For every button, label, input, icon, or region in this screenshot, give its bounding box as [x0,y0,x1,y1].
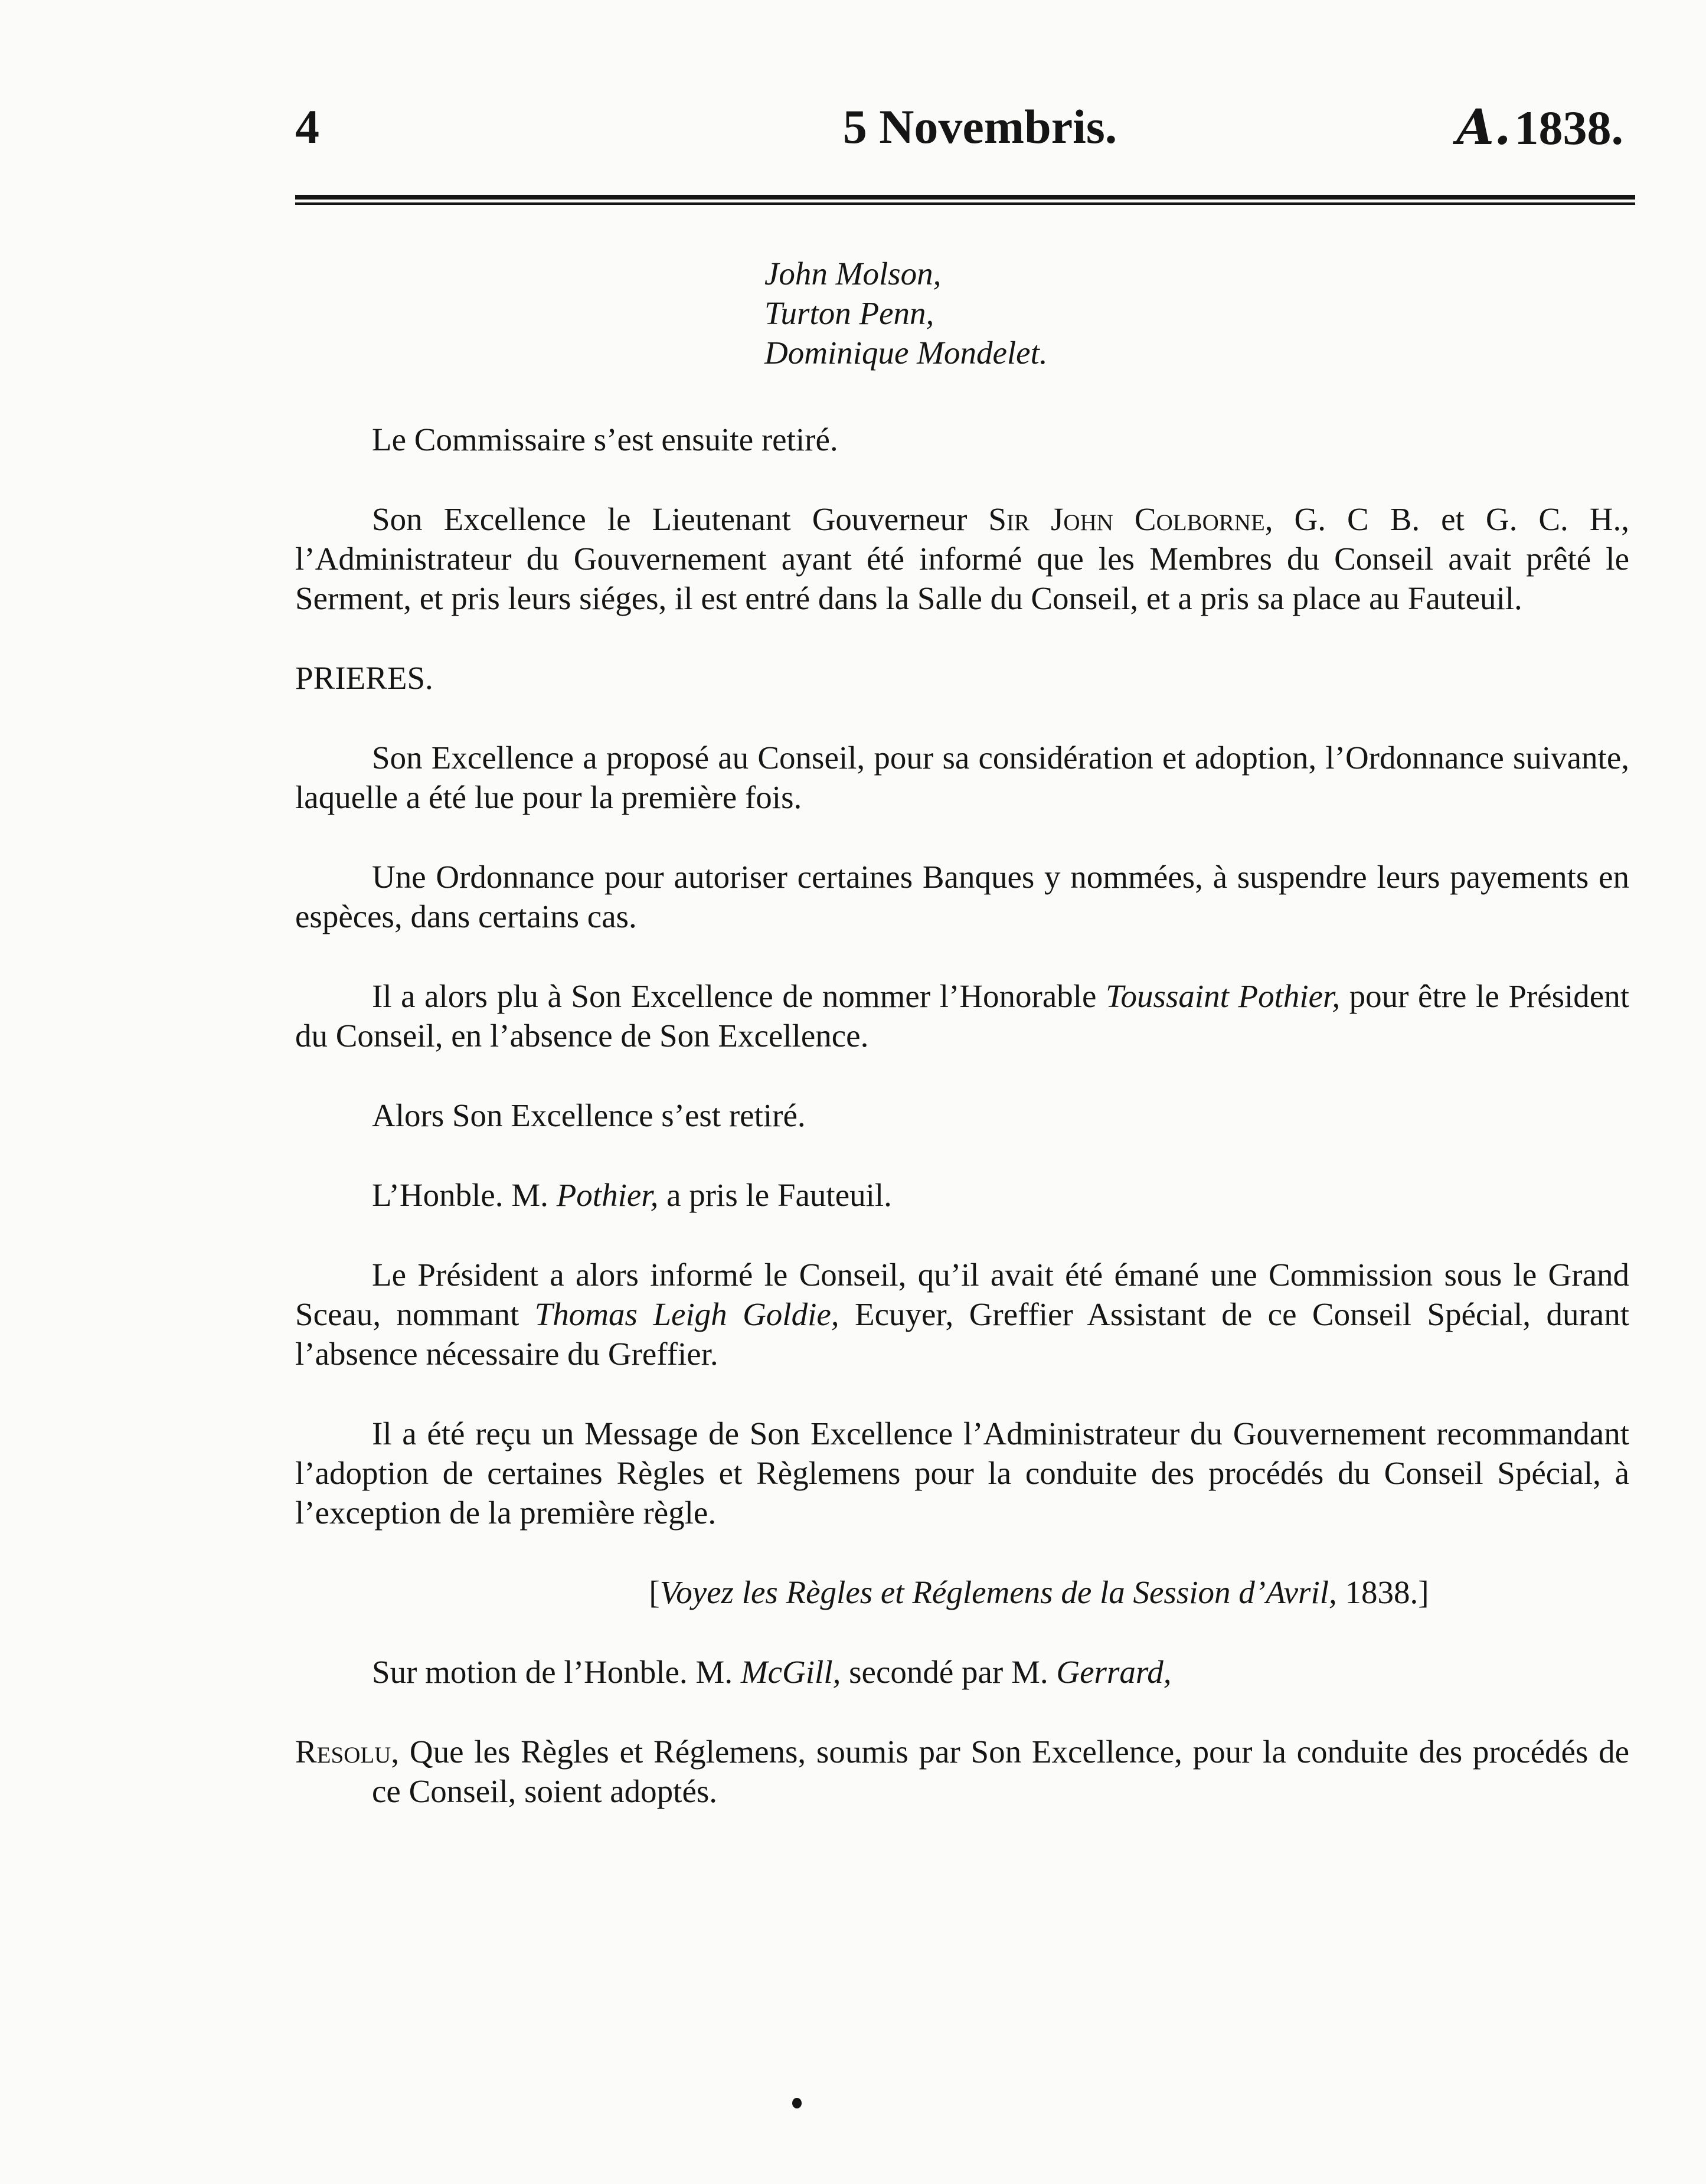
document-body [295,254,1629,1851]
text-run: pour être le Président du Conseil, en l’absence de Son Excellence. [295,978,1629,1054]
text-run: secondé par M. [841,1654,1057,1690]
reference-year: 1838.] [1336,1574,1429,1610]
paragraph-message-received: Il a été reçu un Message de Son Excellence l’Administrateur du Gouvernement recommandant l’adoption de certaines Règles et Règlemens pour la conduite des procédés du Conseil Spécial, à l’exception de la première règle. [295,1415,1629,1531]
text-run: G. C B. et G. C. H., l’Administrateur du Gouvernement ayant été informé que les Membres du Conseil avait prêté le Serment, et pris leurs siéges, il est entré dans la Salle du Conseil, et a pris sa place au Fauteuil. [295,501,1629,616]
section-heading: PRIERES. [295,660,433,696]
text-run: L’Honble. M. [372,1177,557,1213]
running-header [295,99,1635,164]
paragraph-reference-note [449,1572,1629,1612]
paragraph-resolution [295,1732,1629,1811]
paragraph-ordinance-title: Une Ordonnance pour autoriser certaines Banques y nommées, à suspendre leurs payements en espèces, dans certains cas. [295,859,1629,934]
header-year [1456,99,1623,156]
signatory: Turton Penn, [764,295,934,331]
text-run: Le Président a alors informé le Conseil, qu’il avait été émané une Commission sous le Grand Sceau, nommant [295,1257,1629,1332]
paragraph-president-appointed [295,976,1629,1055]
header-rule-thin [295,202,1635,205]
header-rule-thick [295,195,1635,200]
reference-title: Voyez les Règles et Réglemens de la Session d’Avril, [659,1574,1337,1610]
paragraph-commission-issued [295,1255,1629,1374]
person-name: Gerrard, [1056,1654,1172,1690]
paragraph-motion [295,1652,1629,1692]
signatory: Dominique Mondelet. [764,335,1048,371]
signatory: John Molson, [764,256,942,292]
person-name: Sir John Colborne, [988,501,1273,537]
person-name: Toussaint Pothier, [1106,978,1341,1014]
paragraph-commissioner-retired: Le Commissaire s’est ensuite retiré. [372,421,838,457]
year-value: 1838. [1514,101,1623,155]
year-prefix: A. [1456,99,1511,156]
signatories-block [764,254,1629,372]
paragraph-ordinance-proposed: Son Excellence a proposé au Conseil, pour sa considération et adoption, l’Ordonnance suivante, laquelle a été lue pour la première fois. [295,740,1629,815]
resolution-label: Resolu, [295,1734,400,1770]
person-name: Thomas Leigh Goldie, [534,1296,839,1332]
bracket: [ [649,1574,660,1610]
text-run: Il a alors plu à Son Excellence de nommer l’Honorable [372,978,1106,1014]
text-run: Son Excellence le Lieutenant Gouverneur [372,501,989,537]
paragraph-governor-entry [295,499,1629,618]
text-run: a pris le Fauteuil. [658,1177,892,1213]
person-name: Pothier, [556,1177,659,1213]
text-run: Ecuyer, Greffier Assistant de ce Conseil Spécial, durant l’absence nécessaire du Greffier. [295,1296,1630,1372]
person-name: McGill, [740,1654,841,1690]
text-run: Que les Règles et Réglemens, soumis par Son Excellence, pour la conduite des procédés de ce Conseil, soient adoptés. [372,1734,1629,1809]
printer-mark [792,2098,802,2108]
text-run: Sur motion de l’Honble. M. [372,1654,741,1690]
paragraph-excellency-retired: Alors Son Excellence s’est retiré. [372,1097,806,1133]
page-number: 4 [295,100,319,153]
paragraph-pothier-chair [295,1175,1629,1215]
header-date: 5 Novembris. [842,100,1117,153]
